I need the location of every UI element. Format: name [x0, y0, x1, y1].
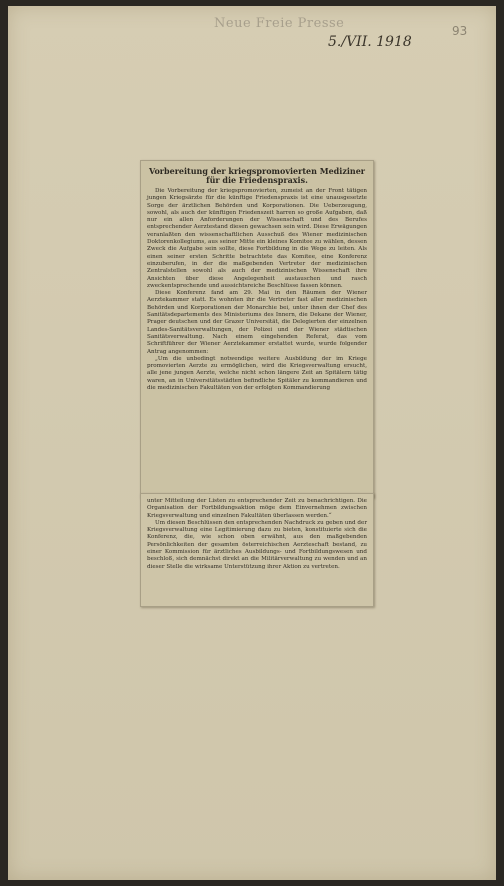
handwritten-date: 5./VII. 1918 — [328, 34, 412, 50]
article-paragraph: Diese Konferenz fand am 29. Mai in den Räumen der Wiener Aerztekammer statt. Es wohnten ihr die Vertreter fast aller medizinischen Behörden und Korporationen der Monarchie bei, unter ihnen der Chef des Sanitätsdepartements des Ministeriums des Innern, die Dekane der Wiener, Prager deutschen und der Grazer Universität, die Delegierten der einzelnen Landes-Sanitätsverwaltungen, der Polizei und der Wiener städtischen Sanitätsverwaltung. Nach einem eingehenden Referat, das vom Schriftführer der Wiener Aerztekammer erstattet wurde, wurde folgender Antrag angenommen: — [147, 290, 367, 355]
headline-line-1: Vorbereitung der kriegspromovierten Mediziner — [148, 166, 366, 176]
article-paragraph: „Um die unbedingt notwendige weitere Ausbildung der im Kriege promovierten Aerzte zu ermöglichen, wird die Kriegsverwaltung ersucht, alle jene jungen Aerzte, welche nicht schon längere Zeit an Spitälern tätig waren, an in Universitätsstädten befindliche Spitäler zu kommandieren und die medizinischen Fakultäten von der erfolgten Kommandierung — [147, 355, 367, 392]
article-headline — [147, 167, 367, 185]
article-paragraph: Die Vorbereitung der kriegspromovierten, zumeist an der Front tätigen jungen Kriegsärzte für die künftige Friedenspraxis ist eine unausgesetzte Sorge der ärztlichen Behörden und Korporationen. Die Ueberzeugung, sowohl, als auch der künftigen Friedenszeit harren so große Aufgaben, daß nur ein allen Anforderungen der Wissenschaft und des Berufes entsprechender Aerztestand diesen gewachsen sein wird. Diese Erwägungen veranlaßten den wissenschaftlichen Ausschuß des Wiener medizinischen Doktorenkollegiums, aus seiner Mitte ein kleines Komitee zu wählen, dessen Zweck die Aufgabe sein sollte, diese Fortbildung in die Wege zu leiten. Als einen seiner ersten Schritte betrachtete das Komitee, eine Konferenz einzuberufen, in der die maßgebenden Vertreter der medizinischen Zentralstellen sowohl als auch der medizinischen Wissenschaft ihre Ansichten über diese Angelegenheit austauschen und rasch zweckentsprechende und aussichtsreiche Beschlüsse fassen können. — [147, 188, 367, 289]
article-paragraph: Um diesen Beschlüssen den entsprechenden Nachdruck zu geben und der Kriegsverwaltung eine Legitimierung dazu zu bieten, konstituierte sich die Konferenz, die, wie schon oben erwähnt, aus den maßgebenden Persönlichkeiten der gesamten österreichischen Aerzteschaft bestand, zu einer Kommission für ärztliches Ausbildungs- und Fortbildungswesen und beschloß, sich demnächst direkt an die Militärverwaltung zu wenden und an dieser Stelle die wirksame Unterstützung ihrer Aktion zu vertreten. — [147, 519, 367, 570]
page-number: 93 — [452, 24, 468, 38]
article-paragraph: unter Mitteilung der Listen zu entsprechender Zeit zu benachrichtigen. Die Organisation der Fortbildungsaktion möge dem Einvernehmen zwischen Kriegsverwaltung und einzelnen Fakultäten überlassen werden.“ — [147, 498, 367, 519]
newspaper-clipping — [140, 160, 374, 498]
article-body — [147, 188, 367, 392]
article-body-continued — [147, 498, 367, 571]
headline-line-2: für die Friedenspraxis. — [206, 175, 308, 185]
newspaper-clipping-continuation — [140, 493, 374, 607]
newspaper-stamp: Neue Freie Presse — [214, 16, 345, 31]
